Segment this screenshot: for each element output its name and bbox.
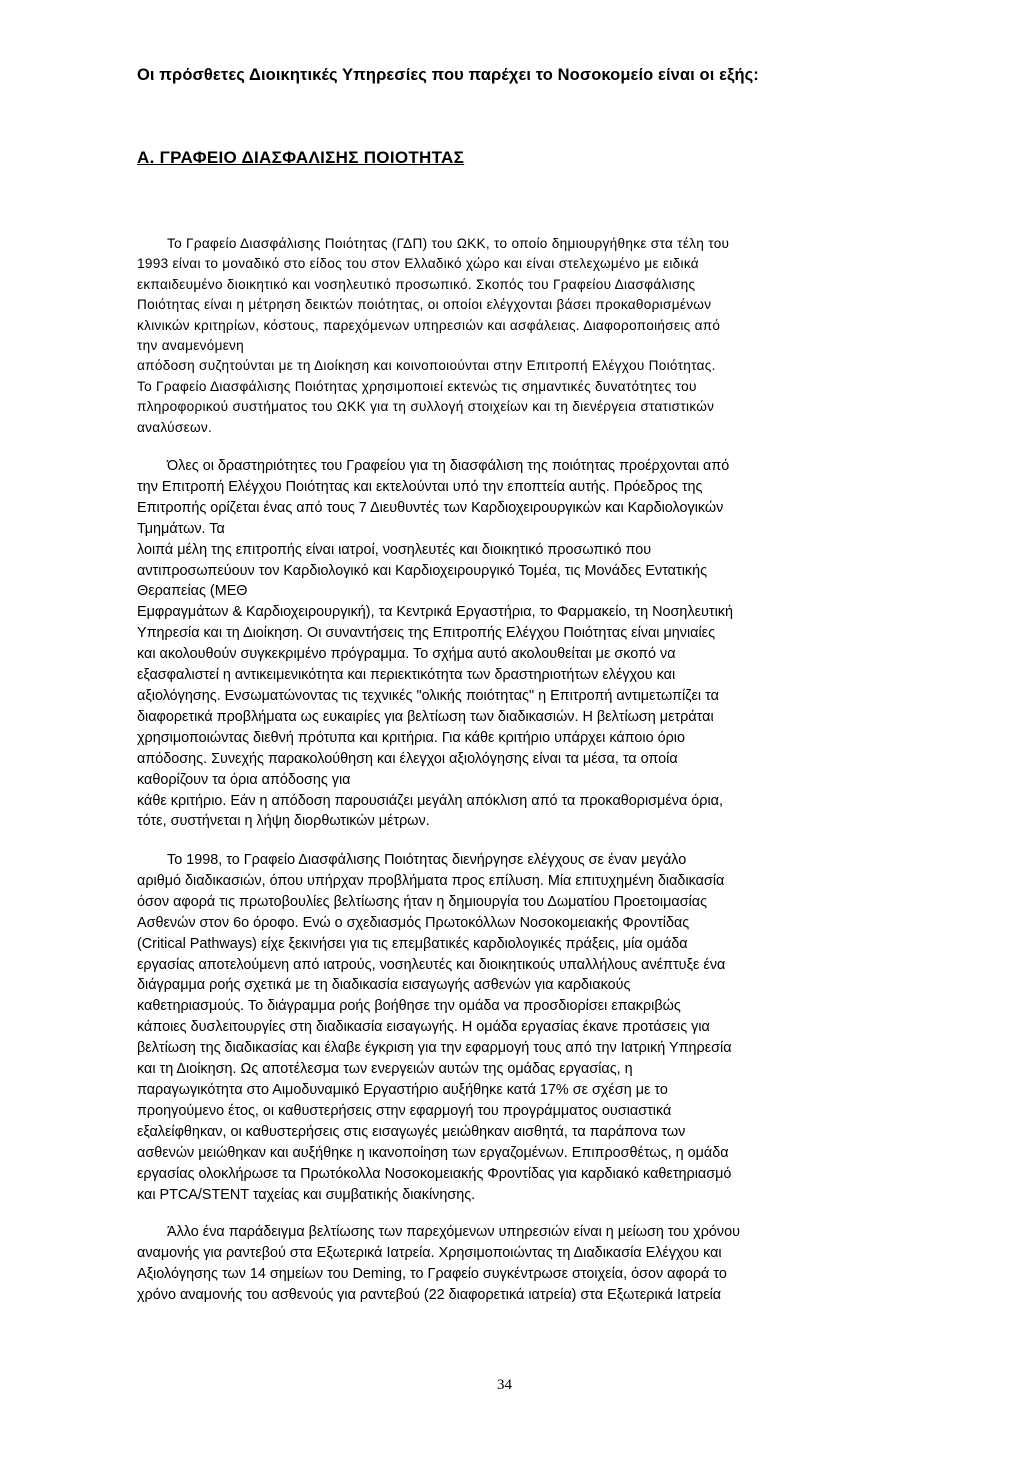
- paragraph-line: Θεραπείας (ΜΕΘ: [137, 583, 248, 600]
- paragraph-line: χρόνο αναμονής του ασθενούς για ραντεβού (22 διαφορετικά ιατρεία) στα Εξωτερικά Ιατρεία: [137, 1286, 722, 1303]
- paragraph-line: αντιπροσωπεύουν τον Καρδιολογικό και Καρδιοχειρουργικό Τομέα, τις Μονάδες Εντατικής: [137, 562, 708, 579]
- paragraph-line: Ασθενών στον 6ο όροφο. Ενώ ο σχεδιασμός Πρωτοκόλλων Νοσοκομειακής Φροντίδας: [137, 914, 690, 931]
- paragraph-line: διάγραμμα ροής σχετικά με τη διαδικασία εισαγωγής ασθενών για καρδιακούς: [137, 977, 631, 994]
- paragraph-line: καθετηριασμούς. Το διάγραμμα ροής βοήθησε την ομάδα να προσδιορίσει επακριβώς: [137, 998, 681, 1015]
- page-number: 34: [497, 1377, 512, 1393]
- paragraph-line: χρησιμοποιώντας διεθνή πρότυπα και κριτήρια. Για κάθε κριτήριο υπάρχει κάποιο όριο: [137, 729, 685, 746]
- paragraph-line: την αναμενόμενη: [137, 338, 245, 354]
- paragraph-line: διαφορετικά προβλήματα ως ευκαιρίες για βελτίωση των διαδικασιών. Η βελτίωση μετράται: [137, 708, 714, 725]
- paragraph-line: κάποιες δυσλειτουργίες στη διαδικασία εισαγωγής. Η ομάδα εργασίας έκανε προτάσεις για: [137, 1019, 710, 1036]
- paragraph-line: Ποιότητας είναι η μέτρηση δεικτών ποιότητας, οι οποίοι ελέγχονται βάσει προκαθορισμένων: [137, 297, 712, 313]
- paragraph-line: και PTCA/STENT ταχείας και συμβατικής διακίνησης.: [137, 1186, 476, 1203]
- paragraph-line: αναμονής για ραντεβού στα Εξωτερικά Ιατρεία. Χρησιμοποιώντας τη Διαδικασία Ελέγχου και: [137, 1244, 722, 1261]
- paragraph-line: παραγωγικότητα στο Αιμοδυναμικό Εργαστήριο αυξήθηκε κατά 17% σε σχέση με το: [137, 1081, 668, 1098]
- paragraph-line: προηγούμενο έτος, οι καθυστερήσεις στην εφαρμογή του προγράμματος ουσιαστικά: [137, 1102, 672, 1119]
- paragraph-3: [137, 850, 877, 1205]
- paragraph-line: εργασίας ολοκλήρωσε τα Πρωτόκολλα Νοσοκομειακής Φροντίδας για καρδιακό καθετηριασμό: [137, 1165, 732, 1182]
- paragraph-line: καθορίζουν τα όρια απόδοσης για: [137, 771, 351, 788]
- paragraph-line: Το 1998, το Γραφείο Διασφάλισης Ποιότητας διενήργησε ελέγχους σε έναν μεγάλο: [167, 852, 687, 868]
- paragraph-line: ασθενών μειώθηκαν και αυξήθηκε η ικανοποίηση των εργαζομένων. Επιπροσθέτως, η ομάδα: [137, 1144, 729, 1161]
- paragraph-line: εξαλείφθηκαν, οι καθυστερήσεις στις εισαγωγές μειώθηκαν αισθητά, τα παράπονα των: [137, 1123, 686, 1140]
- paragraph-line: απόδοση συζητούνται με τη Διοίκηση και κοινοποιούνται στην Επιτροπή Ελέγχου Ποιότητας.: [137, 358, 716, 374]
- paragraph-line: κλινικών κριτηρίων, κόστους, παρεχόμενων υπηρεσιών και ασφάλειας. Διαφοροποιήσεις από: [137, 317, 721, 333]
- paragraph-line: αριθμό διαδικασιών, όπου υπήρχαν προβλήματα προς επίλυση. Μία επιτυχημένη διαδικασία: [137, 872, 725, 889]
- paragraph-line: εκπαιδευμένο διοικητικό και νοσηλευτικό προσωπικό. Σκοπός του Γραφείου Διασφάλισης: [137, 276, 696, 292]
- section-heading: Α. ΓΡΑΦΕΙΟ ΔΙΑΣΦΑΛΙΣΗΣ ΠΟΙΟΤΗΤΑΣ: [137, 148, 465, 167]
- paragraph-line: Επιτροπής ορίζεται ένας από τους 7 Διευθυντές των Καρδιοχειρουργικών και Καρδιολογικών: [137, 499, 724, 516]
- paragraph-line: αξιολόγησης. Ενσωματώνοντας τις τεχνικές "ολικής ποιότητας" η Επιτροπή αντιμετωπίζει τα: [137, 687, 719, 704]
- paragraph-line: εξασφαλιστεί η αντικειμενικότητα και περιεκτικότητα των δραστηριοτήτων ελέγχου και: [137, 667, 676, 684]
- paragraph-line: απόδοσης. Συνεχής παρακολούθηση και έλεγχοι αξιολόγησης είναι τα μέσα, τα οποία: [137, 750, 678, 767]
- paragraph-line: Αξιολόγησης των 14 σημείων του Deming, το Γραφείο συγκέντρωσε στοιχεία, όσον αφορά το: [137, 1265, 727, 1282]
- paragraph-line: Εμφραγμάτων & Καρδιοχειρουργική), τα Κεντρικά Εργαστήρια, το Φαρμακείο, τη Νοσηλευτική: [137, 604, 733, 621]
- paragraph-2: [137, 456, 877, 832]
- paragraph-line: βελτίωση της διαδικασίας και έλαβε έγκριση για την εφαρμογή τους από την Ιατρική Υπηρεσία: [137, 1040, 732, 1057]
- intro-line: Οι πρόσθετες Διοικητικές Υπηρεσίες που παρέχει το Νοσοκομείο είναι οι εξής:: [137, 66, 759, 84]
- paragraph-line: αναλύσεων.: [137, 419, 213, 435]
- paragraph-line: Άλλο ένα παράδειγμα βελτίωσης των παρεχόμενων υπηρεσιών είναι η μείωση του χρόνου: [167, 1224, 740, 1240]
- paragraph-line: Το Γραφείο Διασφάλισης Ποιότητας χρησιμοποιεί εκτενώς τις σημαντικές δυνατότητες του: [137, 378, 697, 394]
- paragraph-line: την Επιτροπή Ελέγχου Ποιότητας και εκτελούνται υπό την εποπτεία αυτής. Πρόεδρος της: [137, 478, 703, 495]
- paragraph-line: όσον αφορά τις πρωτοβουλίες βελτίωσης ήταν η δημιουργία του Δωματίου Προετοιμασίας: [137, 893, 708, 910]
- paragraph-line: (Critical Pathways) είχε ξεκινήσει για τις επεμβατικές καρδιολογικές πράξεις, μία ομάδα: [137, 935, 688, 952]
- paragraph-line: και ακολουθούν συγκεκριμένο πρόγραμμα. Το σχήμα αυτό ακολουθείται με σκοπό να: [137, 646, 676, 663]
- paragraph-line: Όλες οι δραστηριότητες του Γραφείου για τη διασφάλιση της ποιότητας προέρχονται από: [167, 458, 730, 474]
- paragraph-line: λοιπά μέλη της επιτροπής είναι ιατροί, νοσηλευτές και διοικητικό προσωπικό που: [137, 541, 652, 558]
- paragraph-line: Τμημάτων. Τα: [137, 520, 225, 537]
- paragraph-line: 1993 είναι το μοναδικό στο είδος του στον Ελλαδικό χώρο και είναι στελεχωμένο με ειδικά: [137, 256, 699, 272]
- paragraph-line: και τη Διοίκηση. Ως αποτέλεσμα των ενεργειών αυτών της ομάδας εργασίας, η: [137, 1061, 633, 1078]
- paragraph-line: πληροφορικού συστήματος του ΩΚΚ για τη συλλογή στοιχείων και τη διενέργεια στατιστικών: [137, 399, 715, 415]
- paragraph-line: εργασίας αποτελούμενη από ιατρούς, νοσηλευτές και διοικητικούς υπαλλήλους ανέπτυξε ένα: [137, 956, 726, 973]
- paragraph-line: τότε, συστήνεται η λήψη διορθωτικών μέτρων.: [137, 813, 430, 830]
- paragraph-line: κάθε κριτήριο. Εάν η απόδοση παρουσιάζει μεγάλη απόκλιση από τα προκαθορισμένα όρια,: [137, 792, 723, 809]
- paragraph-4: [137, 1222, 877, 1306]
- paragraph-1: [137, 234, 877, 438]
- paragraph-line: Το Γραφείο Διασφάλισης Ποιότητας (ΓΔΠ) του ΩΚΚ, το οποίο δημιουργήθηκε στα τέλη του: [167, 236, 730, 251]
- paragraph-line: Υπηρεσία και τη Διοίκηση. Οι συναντήσεις της Επιτροπής Ελέγχου Ποιότητας είναι μηνιαίες: [137, 625, 716, 642]
